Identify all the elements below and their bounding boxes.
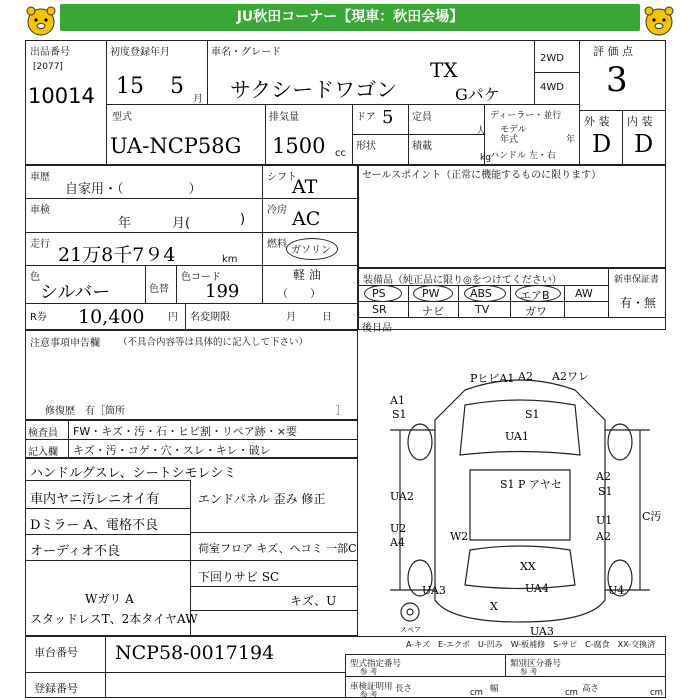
mascot-right-icon <box>642 3 676 37</box>
load-label: 積載 <box>412 141 432 152</box>
mark-u4: U4 <box>608 584 625 597</box>
first-reg-month-unit: 月 <box>193 94 203 105</box>
name-change-day: 日 <box>322 312 332 323</box>
mark-c-rust: C汚 <box>642 510 662 523</box>
mileage-unit: km <box>222 254 238 265</box>
remark-8: キズ、U <box>290 594 337 608</box>
mark-a2-crack: A2ワレ <box>552 370 589 383</box>
chassis-label: 車台番号 <box>34 646 78 659</box>
shape-label: 形状 <box>356 141 376 152</box>
inspect-row-1 <box>73 423 297 439</box>
equip-navi: ナビ <box>422 305 444 318</box>
history-label: 車歴 <box>30 172 50 183</box>
color-change-label: 色替 <box>149 284 169 295</box>
mark-u2: U2 <box>390 522 407 535</box>
cert-label: 車検証明用 <box>350 682 393 692</box>
drive-4wd: 4WD <box>540 82 564 93</box>
mark-ua3-rear: UA3 <box>530 625 554 638</box>
equip-airbag: エアB <box>520 289 550 302</box>
shift-value: AT <box>292 176 318 198</box>
separator: ・ <box>90 425 102 438</box>
mascot-left-icon <box>24 3 58 37</box>
repair-history-end: ］ <box>336 406 346 417</box>
inspect-exterior-1: キズ <box>101 425 123 438</box>
remark-6: 荷室フロア キズ、ヘコミ 一部C <box>198 542 357 555</box>
height-label: 高さ <box>582 684 600 694</box>
new-warranty-value: 有・無 <box>620 296 657 310</box>
recycle-label: R券 <box>30 312 47 323</box>
remark-7: 下回りサビ SC <box>198 570 280 584</box>
width-label: 幅 <box>490 684 499 694</box>
separator: ・ <box>204 444 216 457</box>
lot-number: 10014 <box>28 84 95 108</box>
remark-1: ハンドルグスレ、シートシモレシミ <box>30 466 237 481</box>
mark-s1-right: S1 <box>598 485 613 498</box>
page-title: JU秋田コーナー【現車：秋田会場】 <box>60 4 640 31</box>
ac-value: AC <box>292 208 321 230</box>
equip-pw-circle <box>413 285 453 302</box>
ext-score: D <box>592 130 612 158</box>
mark-x-rear: X <box>490 600 498 613</box>
lot-sub: [2077] <box>33 62 63 72</box>
equip-airbag-circle <box>515 285 561 302</box>
fuel-other: （ ） <box>277 287 321 300</box>
height-unit: cm <box>650 688 663 698</box>
equip-sr: SR <box>372 303 387 316</box>
car-damage-diagram <box>370 360 670 640</box>
inspect-interior-0: キズ <box>73 444 95 457</box>
car-grade-1: TX <box>430 58 458 82</box>
int-label: 内 装 <box>627 115 653 128</box>
color-code: 199 <box>205 281 240 302</box>
equip-pw: PW <box>422 287 440 300</box>
equip-abs: ABS <box>470 287 492 300</box>
spare-label: スペア <box>400 626 421 634</box>
inspection-end: ) <box>240 212 246 227</box>
width-unit: cm <box>565 688 578 698</box>
notes-label: 注意事項申告欄 <box>30 338 100 349</box>
mark-a4: A4 <box>390 536 405 549</box>
first-reg-label: 初度登録年月 <box>110 47 170 58</box>
fuel-diesel: 軽 油 <box>293 268 321 282</box>
equip-tv: TV <box>475 303 490 316</box>
inspect-interior-1: 汚 <box>105 444 117 457</box>
inspect-exterior-3: 石 <box>156 425 167 438</box>
type-no-sub: 参 考 <box>360 667 378 676</box>
disp-label: 排気量 <box>269 112 299 123</box>
mark-a2-rear: A2 <box>596 530 611 543</box>
remark-9: Wガリ A <box>85 592 134 606</box>
damage-legend: A-キズ E-エクボ U-凹み W-板補修 S-サビ C-腐食 XX-交換済 <box>406 640 656 649</box>
mark-w2: W2 <box>450 530 469 543</box>
capacity-label: 定員 <box>412 112 432 123</box>
load-unit: kg <box>480 153 491 163</box>
type-no-label: 型式指定番号 <box>350 659 402 669</box>
new-warranty-label: 新車保証書 <box>614 275 660 285</box>
fuel-label: 燃料 <box>267 239 287 250</box>
mark-ua4: UA4 <box>525 582 549 595</box>
disp-unit: cc <box>335 148 346 159</box>
mark-ua3-left: UA3 <box>422 584 446 597</box>
separator: ・ <box>265 425 277 438</box>
remark-4: オーディオ不良 <box>30 544 120 559</box>
history-value: 自家用・（ ） <box>65 182 202 197</box>
color-code-label: 色コード <box>181 272 221 283</box>
inspect-interior-3: 穴 <box>160 444 172 457</box>
equip-ps-circle <box>364 285 402 302</box>
mark-s1-rear-door: S1 P アヤセ <box>500 478 562 491</box>
inspect-interior-4: スレ <box>182 444 205 457</box>
inspection-label: 車検 <box>30 205 50 216</box>
mark-s1-hood: S1 <box>525 408 540 421</box>
length-label: 長さ <box>395 684 413 694</box>
name-change-month: 月 <box>286 312 296 323</box>
cert-sub: 参 考 <box>360 690 378 699</box>
capacity-unit: 人 <box>476 126 486 137</box>
ext-label: 外 装 <box>584 115 610 128</box>
mark-a1-left: A1 <box>390 394 405 407</box>
inspect-row-2 <box>73 442 271 458</box>
equip-abs-circle <box>464 285 506 302</box>
mark-front: PヒビA1 <box>470 372 515 385</box>
equip-gawa: ガワ <box>525 305 547 318</box>
mark-ua1: UA1 <box>505 430 529 443</box>
repair-history: 修復歴 有［箇所 <box>45 406 125 417</box>
separator: ・ <box>211 425 222 438</box>
separator: ・ <box>94 444 106 457</box>
inspect-exterior-5: リペア跡 <box>222 425 266 438</box>
remark-10: スタッドレスT、2本タイヤAW <box>30 612 198 626</box>
class-no-sub: 参 考 <box>520 667 538 676</box>
inspect-exterior-4: ヒビ割 <box>178 425 211 438</box>
remark-5: エンドパネル 歪み 修正 <box>198 492 326 506</box>
sales-point-label: セールスポイント（正常に機能するものに限ります） <box>362 170 602 181</box>
name-grade-label: 車名・グレード <box>211 47 281 58</box>
name-change-label: 名変期限 <box>190 312 230 323</box>
inspect-interior-2: コゲ <box>127 444 150 457</box>
recycle-unit: 円 <box>168 312 178 323</box>
mark-ua2: UA2 <box>390 490 414 503</box>
lot-label: 出品番号 <box>30 47 70 58</box>
class-no-label: 類別区分番号 <box>510 659 562 669</box>
dealer-label: ディーラー・並行 <box>490 111 562 121</box>
inspect-interior-5: キレ <box>215 444 238 457</box>
steering-label: ハンドル 左・右 <box>490 151 556 161</box>
mark-s1-left: S1 <box>392 408 407 421</box>
ac-label: 冷房 <box>267 205 287 216</box>
score-label: 評 価 点 <box>593 45 633 58</box>
mark-xx: XX <box>520 560 536 573</box>
separator: ・ <box>149 444 161 457</box>
notes-hint: （不具合内容等は具体的に記入して下さい） <box>118 337 309 348</box>
year-label: 年式 <box>500 135 519 145</box>
mark-a2-front: A2 <box>518 370 533 383</box>
chassis-number: NCP58-0017194 <box>115 642 275 664</box>
inspector-label-1: 検査員 <box>28 428 58 439</box>
first-reg-year: 15 <box>116 74 144 99</box>
mileage-label: 走行 <box>30 239 50 250</box>
color-label: 色 <box>30 272 40 283</box>
doors-label: ドア <box>356 112 376 123</box>
recycle-value: 10,400 <box>78 306 145 328</box>
color-value: シルバー <box>40 282 111 303</box>
separator: ・ <box>237 444 249 457</box>
fuel-gas: ガソリン <box>291 245 331 256</box>
inspect-exterior-0: FW <box>73 425 91 438</box>
year-unit: 年 <box>566 135 576 145</box>
model-label: 型式 <box>112 112 132 123</box>
mark-a2-right: A2 <box>596 470 611 483</box>
equipment-label: 装備品（純正品に限り◎をつけてください） <box>363 275 562 286</box>
separator: ・ <box>116 444 128 457</box>
separator: ・ <box>171 444 183 457</box>
remark-3: Dミラー A、電格不良 <box>30 518 158 533</box>
equip-aw: AW <box>575 287 593 300</box>
inspection-month: 月( <box>172 216 191 231</box>
model-value: UA-NCP58G <box>110 134 242 158</box>
drive-2wd: 2WD <box>540 53 564 64</box>
shift-label: シフト <box>267 172 297 183</box>
inspection-year: 年 <box>118 216 132 231</box>
first-reg-month: 5 <box>170 74 184 99</box>
inspect-exterior-2: 汚 <box>134 425 145 438</box>
score-value: 3 <box>606 60 628 100</box>
doors-value: 5 <box>382 107 394 128</box>
separator: ・ <box>145 425 156 438</box>
int-score: D <box>634 130 654 158</box>
remark-2: 車内ヤニ汚レニオイ有 <box>30 492 160 507</box>
inspector-label-2: 記入欄 <box>28 447 58 458</box>
mileage-value: 21万8千7９4 <box>58 244 176 266</box>
inspect-interior-6: 破レ <box>248 444 271 457</box>
inspect-exterior-6: ×要 <box>276 425 297 438</box>
separator: ・ <box>123 425 134 438</box>
mark-u1: U1 <box>596 514 613 527</box>
disp-value: 1500 <box>272 134 326 158</box>
car-name: サクシードワゴン <box>230 78 398 102</box>
car-grade-2: Gパケ <box>455 85 500 104</box>
equip-ps: PS <box>372 287 386 300</box>
reg-no-label: 登録番号 <box>34 682 78 695</box>
length-unit: cm <box>470 688 483 698</box>
seat-label: 後日品 <box>362 323 392 334</box>
model-year-label: モデル <box>500 125 527 135</box>
separator: ・ <box>167 425 178 438</box>
